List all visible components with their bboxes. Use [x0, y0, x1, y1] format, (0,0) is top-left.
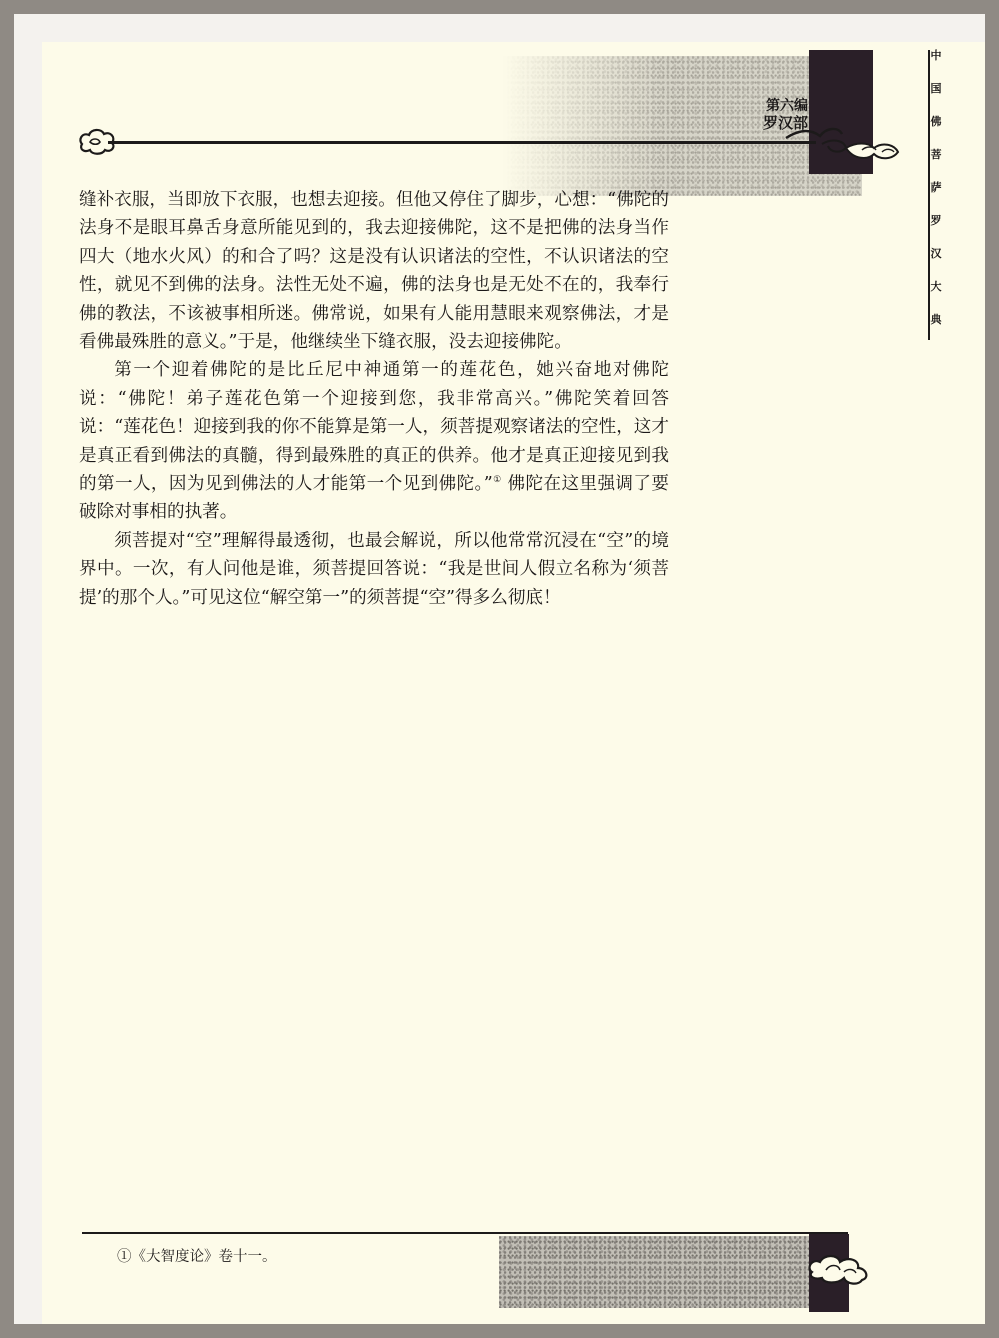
section-tag: [718, 98, 808, 132]
body-text: [79, 186, 669, 612]
frame-mat: [14, 14, 985, 1324]
section-label: 罗汉部: [762, 114, 808, 132]
paragraph-2-tail: 佛陀在这里强调了要破除对事相的执著。: [79, 474, 669, 523]
paragraph-3: 须菩提对“空”理解得最透彻，也最会解说，所以他常常沉浸在“空”的境界中。一次，有人问他是谁，须菩提回答说：“我是世间人假立名称为‘须菩提’的那个人。”可见这位“解空第一”的须菩提“空”得多么彻底！: [79, 530, 669, 608]
side-title-char: 菩: [930, 148, 942, 161]
paragraph-2-main: 第一个迎着佛陀的是比丘尼中神通第一的莲花色，她兴奋地对佛陀说：“佛陀！弟子莲花色第一个迎接到您，我非常高兴。”佛陀笑着回答说：“莲花色！迎接到我的你不能算是第一人，须菩提观察诸法的空性，这才是真正看到佛法的真髓，得到最殊胜的真正的供养。他才是真正迎接见到我的第一人，因为见到佛法的人才能第一个见到佛陀。”: [79, 360, 669, 495]
side-title-char: 汉: [930, 247, 942, 260]
footnote: ①《大智度论》卷十一。: [117, 1249, 277, 1265]
footer-cloud-ornament-icon: [804, 1250, 876, 1286]
part-label: 第六编: [766, 98, 808, 114]
side-title-char: 中: [930, 49, 942, 62]
paragraph-1: 缝补衣服，当即放下衣服，也想去迎接。但他又停住了脚步，心想：“佛陀的法身不是眼耳鼻舌身意所能见到的，我去迎接佛陀，这不是把佛的法身当作四大（地水火风）的和合了吗？这是没有认识诸法的空性，不认识诸法的空性，就见不到佛的法身。法性无处不遍，佛的法身也是无处不在的，我奉行佛的教法，不该被事相所迷。佛常说，如果有人能用慧眼来观察佛法，才是看佛最殊胜的意义。”于是，他继续坐下缝衣服，没去迎接佛陀。: [79, 190, 669, 353]
side-title-char: 罗: [930, 214, 942, 227]
side-title-char: 国: [930, 82, 942, 95]
book-page: [42, 42, 985, 1324]
cloud-ornament-icon: [76, 126, 118, 156]
side-title-char: 佛: [930, 115, 942, 128]
footnote-marker: ①: [492, 475, 502, 486]
footer-texture: [499, 1236, 819, 1308]
book-side-title: [924, 46, 948, 343]
side-title-char: 萨: [930, 181, 942, 194]
header-rule: [108, 141, 816, 144]
side-title-char: 典: [930, 313, 942, 326]
footer-rule: [82, 1232, 848, 1234]
paragraph-2: [79, 356, 669, 526]
side-title-char: 大: [930, 280, 942, 293]
